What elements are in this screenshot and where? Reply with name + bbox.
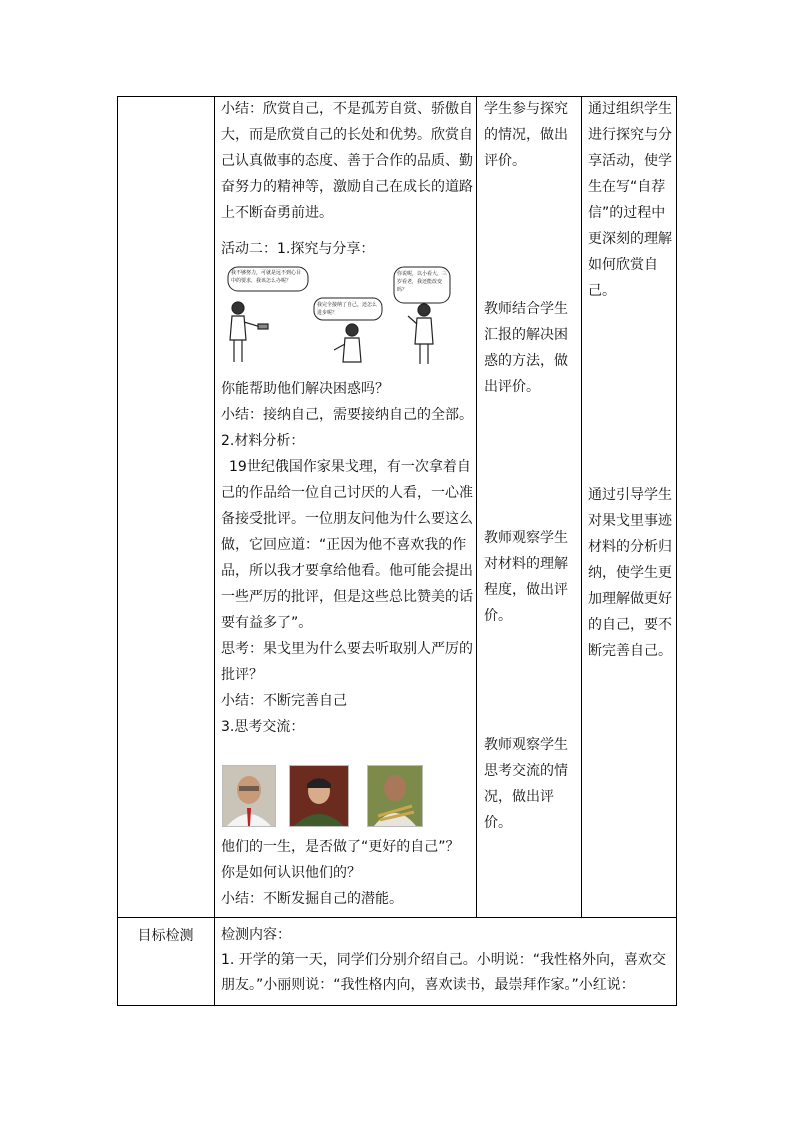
material-title: 2.材料分析： bbox=[221, 433, 305, 449]
material-text: 19世纪俄国作家果戈理，有一次拿着自己的作品给一位自己讨厌的人看，一心准备接受批评。一位朋友问他为什么要这么做，它回应道：“正因为他不喜欢我的作品，所以我才要拿给他看。他可能会提出一些严厉的批评，但是这些总比赞美的话要有益多了”。 bbox=[221, 459, 473, 631]
think-question: 思考：果戈里为什么要去听取别人严厉的批评？ bbox=[221, 641, 473, 683]
summary-2: 小结：不断完善自己 bbox=[221, 693, 347, 709]
bubble3-text: 你说呢，以小看大，三岁看老，我还能改变吗？ bbox=[397, 271, 447, 293]
detection-title: 检测内容： bbox=[221, 927, 291, 943]
column-divider-3 bbox=[581, 96, 582, 918]
teacher-eval-4: 教师观察学生思考交流的情况，做出评价。 bbox=[484, 737, 568, 831]
table-border-left bbox=[117, 96, 118, 1006]
column-divider-1 bbox=[214, 96, 215, 1006]
content-p1: 小结：欣赏自己，不是孤芳自赏、骄傲自大，而是欣赏自己的长处和优势。欣赏自己认真做事的态度、善于合作的品质、勤奋努力的精神等，激励自己在成长的道路上不断奋勇前进。 bbox=[221, 101, 473, 221]
question-1: 你能帮助他们解决困惑吗？ bbox=[221, 381, 389, 397]
portrait-photo-2 bbox=[289, 765, 349, 827]
lesson-table bbox=[117, 96, 677, 1006]
table-border-right bbox=[676, 96, 677, 1006]
row-divider bbox=[117, 917, 677, 918]
summary-3: 小结：不断发掘自己的潜能。 bbox=[221, 891, 403, 907]
content-block-3 bbox=[221, 834, 473, 912]
detection-item-1: 1. 开学的第一天，同学们分别介绍自己。小明说：“我性格外向，喜欢交朋友。”小丽则说：“我性格内向，喜欢读书，最崇拜作家。”小红说： bbox=[221, 952, 667, 993]
exchange-title: 3.思考交流： bbox=[221, 719, 305, 735]
detection-content bbox=[221, 923, 673, 998]
activity2-title: 活动二：1.探究与分享： bbox=[221, 241, 375, 257]
content-block-2 bbox=[221, 376, 473, 740]
teacher-eval-3: 教师观察学生对材料的理解程度，做出评价。 bbox=[484, 530, 568, 624]
question-2: 他们的一生，是否做了“更好的自己”？你是如何认识他们的？ bbox=[221, 839, 460, 881]
bubble1-text: 我不够努力，可就是远不到心目中的要求，我该怎么办呢？ bbox=[231, 270, 302, 284]
summary-1: 小结：接纳自己，需要接纳自己的全部。 bbox=[221, 407, 473, 423]
detection-label: 目标检测 bbox=[137, 928, 194, 944]
bubble2-text: 我完全接纳了自己，还怎么进步呢？ bbox=[317, 302, 378, 316]
portrait-photo-1 bbox=[222, 765, 276, 827]
table-border-bottom bbox=[117, 1005, 677, 1006]
portrait-photo-3 bbox=[367, 765, 423, 827]
design-intent-2: 通过引导学生对果戈里事迹材料的分析归纳，使学生更加理解做更好的自己，要不断完善自己。 bbox=[588, 487, 672, 659]
teacher-eval-1: 学生参与探究的情况，做出评价。 bbox=[484, 101, 568, 169]
teacher-eval-2: 教师结合学生汇报的解决困惑的方法，做出评价。 bbox=[484, 301, 568, 395]
column-divider-2 bbox=[476, 96, 477, 918]
cartoon-illustration bbox=[224, 264, 454, 368]
design-intent-1: 通过组织学生进行探究与分享活动，使学生在写“自荐信”的过程中更深刻的理解如何欣赏自己。 bbox=[588, 101, 672, 299]
